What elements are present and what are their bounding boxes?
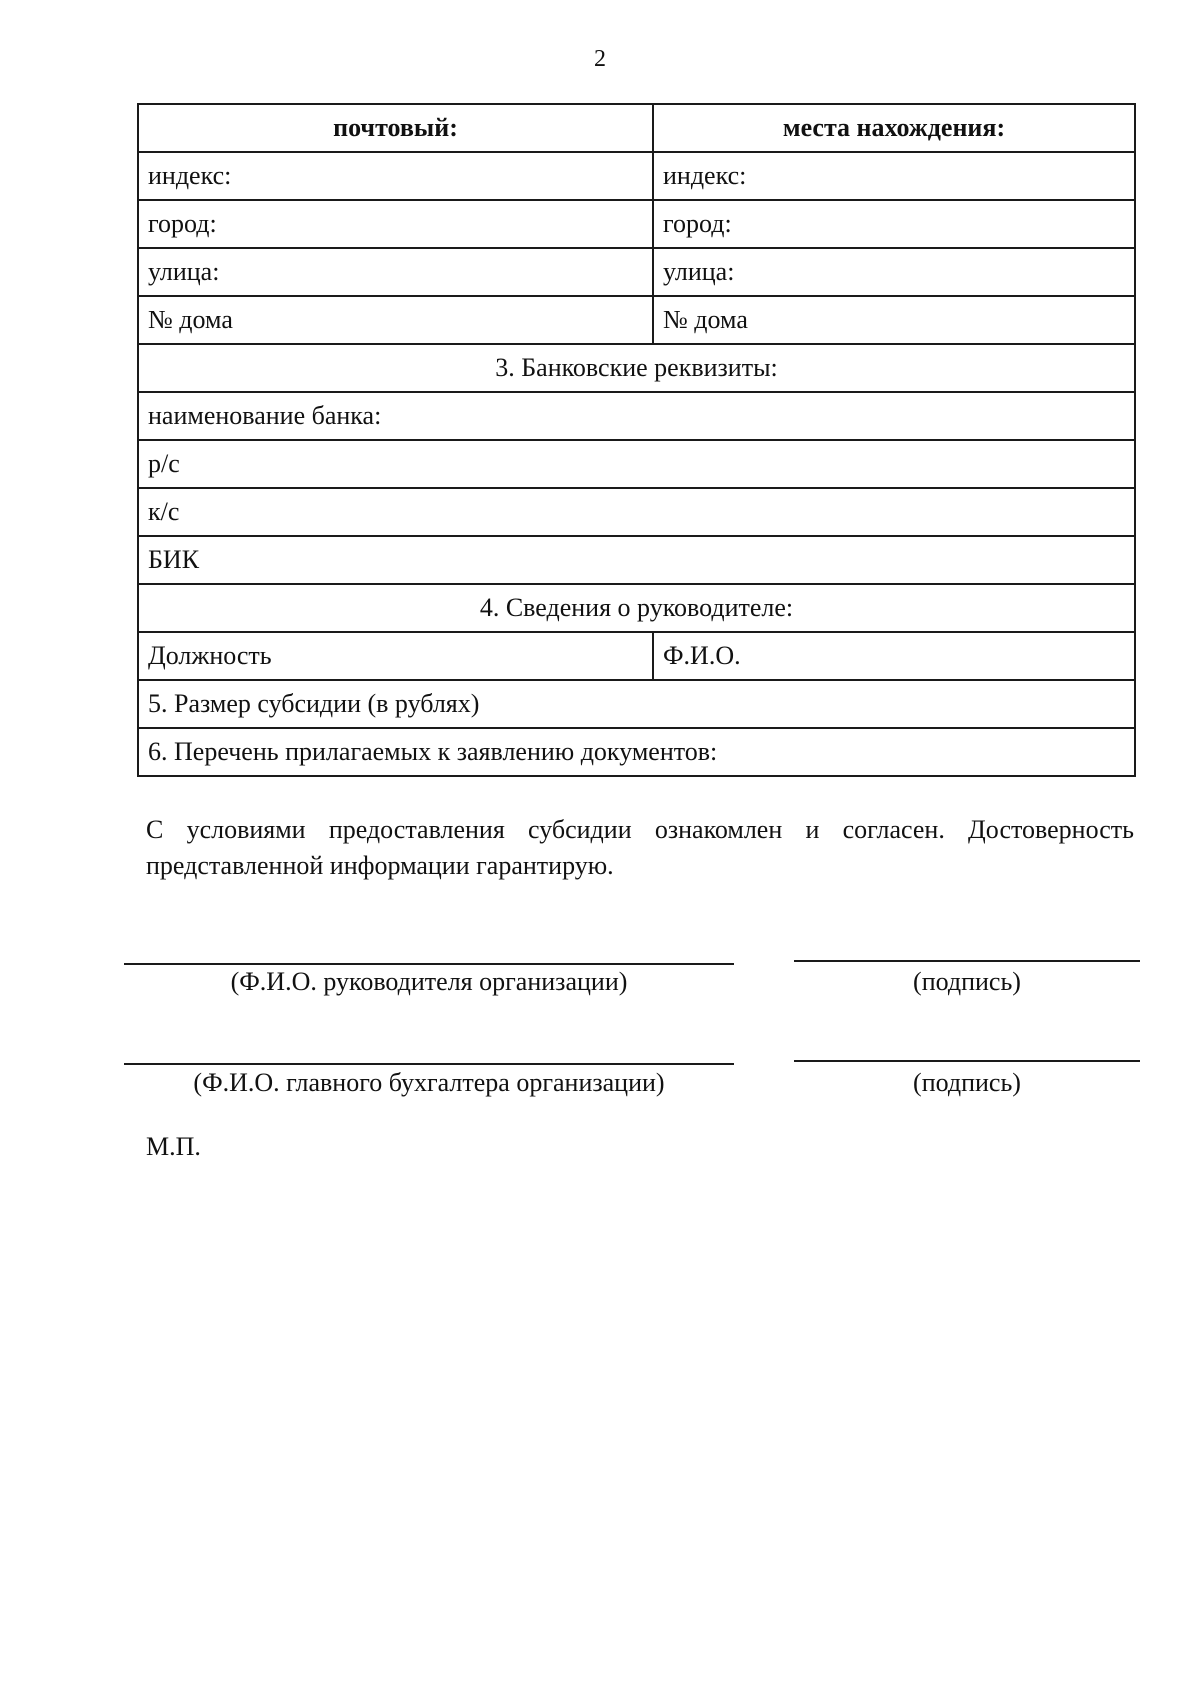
head-position-field[interactable]: Должность	[138, 632, 653, 680]
head-name-line[interactable]	[124, 963, 734, 965]
head-section-heading: 4. Сведения о руководителе:	[138, 584, 1135, 632]
location-city-field[interactable]: город:	[653, 200, 1135, 248]
address-header-row	[138, 104, 1135, 152]
bank-section-heading: 3. Банковские реквизиты:	[138, 344, 1135, 392]
table-row	[138, 536, 1135, 584]
table-row	[138, 200, 1135, 248]
head-signature-line[interactable]	[794, 960, 1140, 962]
subsidy-size-field[interactable]: 5. Размер субсидии (в рублях)	[138, 680, 1135, 728]
bank-name-field[interactable]: наименование банка:	[138, 392, 1135, 440]
postal-street-field[interactable]: улица:	[138, 248, 653, 296]
accountant-name-caption: (Ф.И.О. главного бухгалтера организации)	[193, 1068, 665, 1097]
table-row	[138, 392, 1135, 440]
table-row	[138, 632, 1135, 680]
table-row	[138, 152, 1135, 200]
stamp-place-label: М.П.	[146, 1132, 201, 1161]
postal-index-field[interactable]: индекс:	[138, 152, 653, 200]
consent-text: С условиями предоставления субсидии ознакомлен и согласен. Достоверность представленной информации гарантирую.	[146, 815, 1134, 880]
correspondent-account-field[interactable]: к/с	[138, 488, 1135, 536]
postal-address-header: почтовый:	[138, 104, 653, 152]
location-address-header: места нахождения:	[653, 104, 1135, 152]
application-form-table	[137, 103, 1136, 777]
table-row	[138, 488, 1135, 536]
postal-city-field[interactable]: город:	[138, 200, 653, 248]
location-index-field[interactable]: индекс:	[653, 152, 1135, 200]
accountant-signature-caption: (подпись)	[913, 1068, 1021, 1097]
location-street-field[interactable]: улица:	[653, 248, 1135, 296]
table-row	[138, 248, 1135, 296]
bank-section-row	[138, 344, 1135, 392]
head-section-row	[138, 584, 1135, 632]
accountant-name-line[interactable]	[124, 1063, 734, 1065]
page-number: 2	[594, 46, 606, 72]
documents-list-field[interactable]: 6. Перечень прилагаемых к заявлению документов:	[138, 728, 1135, 776]
postal-house-field[interactable]: № дома	[138, 296, 653, 344]
bik-field[interactable]: БИК	[138, 536, 1135, 584]
table-row	[138, 296, 1135, 344]
head-signature-caption: (подпись)	[913, 967, 1021, 996]
settlement-account-field[interactable]: р/с	[138, 440, 1135, 488]
table-row	[138, 728, 1135, 776]
head-name-field[interactable]: Ф.И.О.	[653, 632, 1135, 680]
location-house-field[interactable]: № дома	[653, 296, 1135, 344]
table-row	[138, 440, 1135, 488]
head-name-caption: (Ф.И.О. руководителя организации)	[230, 967, 628, 996]
table-row	[138, 680, 1135, 728]
accountant-signature-line[interactable]	[794, 1060, 1140, 1062]
